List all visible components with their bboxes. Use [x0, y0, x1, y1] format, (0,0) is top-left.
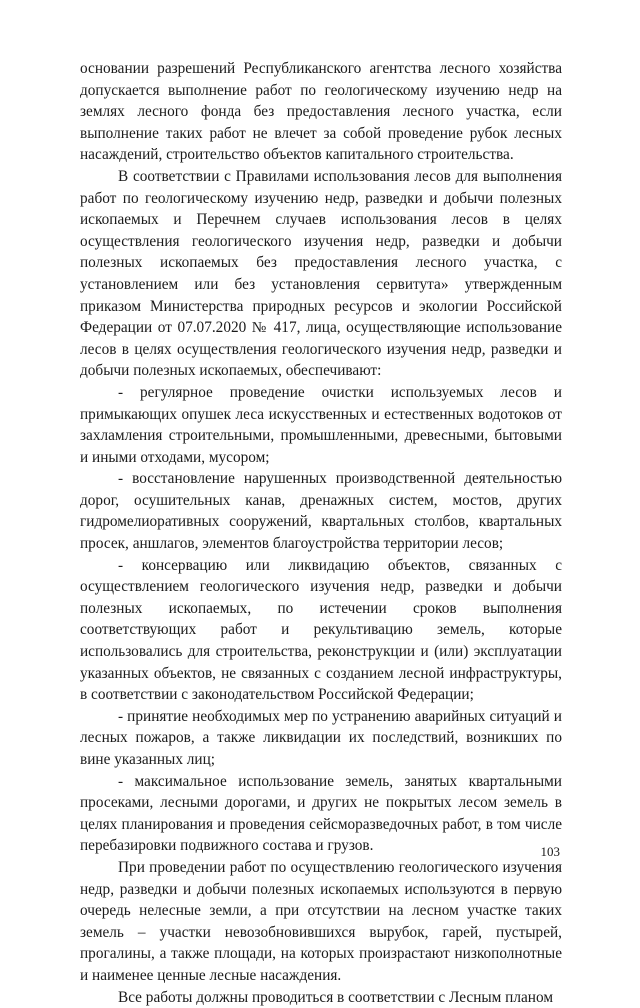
paragraph-forest-plan: Все работы должны проводиться в соответствии с Лесным планом — [118, 988, 554, 1006]
list-item-emergency-measures: - принятие необходимых мер по устранению аварийных ситуаций и лесных пожаров, а также ликвидации их последствий, возникших по вине указанных лиц; — [80, 707, 562, 768]
page-number: 103 — [540, 844, 560, 859]
paragraph-rules-reference: В соответствии с Правилами использования лесов для выполнения работ по геологическому изучению недр, разведки и добычи полезных ископаемых и Перечнем случаев использования лесов в целях осуществления геологического изучения недр, разведки и добычи полезных ископаемых без предоставления лесного участка, с установлением или без установления сервитута» утвержденным приказом Министерства природных ресурсов и экологии Российской Федерации от 07.07.2020 № 417, лица, осуществляющие использование лесов в целях осуществления геологического изучения недр, разведки и добычи полезных ископаемых, обеспечивают: — [80, 167, 562, 380]
list-item-restoration: - восстановление нарушенных производственной деятельностью дорог, осушительных канав, дренажных систем, мостов, других гидромелиоративных сооружений, квартальных столбов, квартальных просек, аншлагов, элементов благоустройства территории лесов; — [80, 470, 562, 553]
list-item-cleaning: - регулярное проведение очистки используемых лесов и примыкающих опушек леса искусственных и естественных водотоков от захламления строительными, промышленными, древесными, бытовыми и иными отходами, мусором; — [80, 383, 562, 466]
body-text — [80, 58, 562, 1008]
list-item-conservation: - консервацию или ликвидацию объектов, связанных с осуществлением геологического изучения недр, разведки и добычи полезных ископаемых, по истечении сроков выполнения соответствующих работ и рекультивацию земель, которые использовались для строительства, реконструкции и (или) эксплуатации указанных объектов, не связанных с созданием лесной инфраструктуры, в соответствии с законодательством Российской Федерации; — [80, 556, 562, 704]
paragraph-land-priority: При проведении работ по осуществлению геологического изучения недр, разведки и добычи полезных ископаемых используются в первую очередь нелесные земли, а при отсутствии на лесном участке таких земель – участки невозобновившихся вырубок, гарей, пустырей, прогалины, а также площади, на которых произрастают низкополнотные и наименее ценные лесные насаждения. — [80, 858, 562, 984]
list-item-land-use: - максимальное использование земель, занятых квартальными просеками, лесными дорогами, и других не покрытых лесом земель в целях планирования и проведения сейсморазведочных работ, в том числе перебазировки подвижного состава и грузов. — [80, 772, 562, 855]
paragraph-continuation: основании разрешений Республиканского агентства лесного хозяйства допускается выполнение работ по геологическому изучению недр на землях лесного фонда без предоставления лесного участка, если выполнение таких работ не влечет за собой проведение рубок лесных насаждений, строительство объектов капитального строительства. — [80, 60, 562, 164]
